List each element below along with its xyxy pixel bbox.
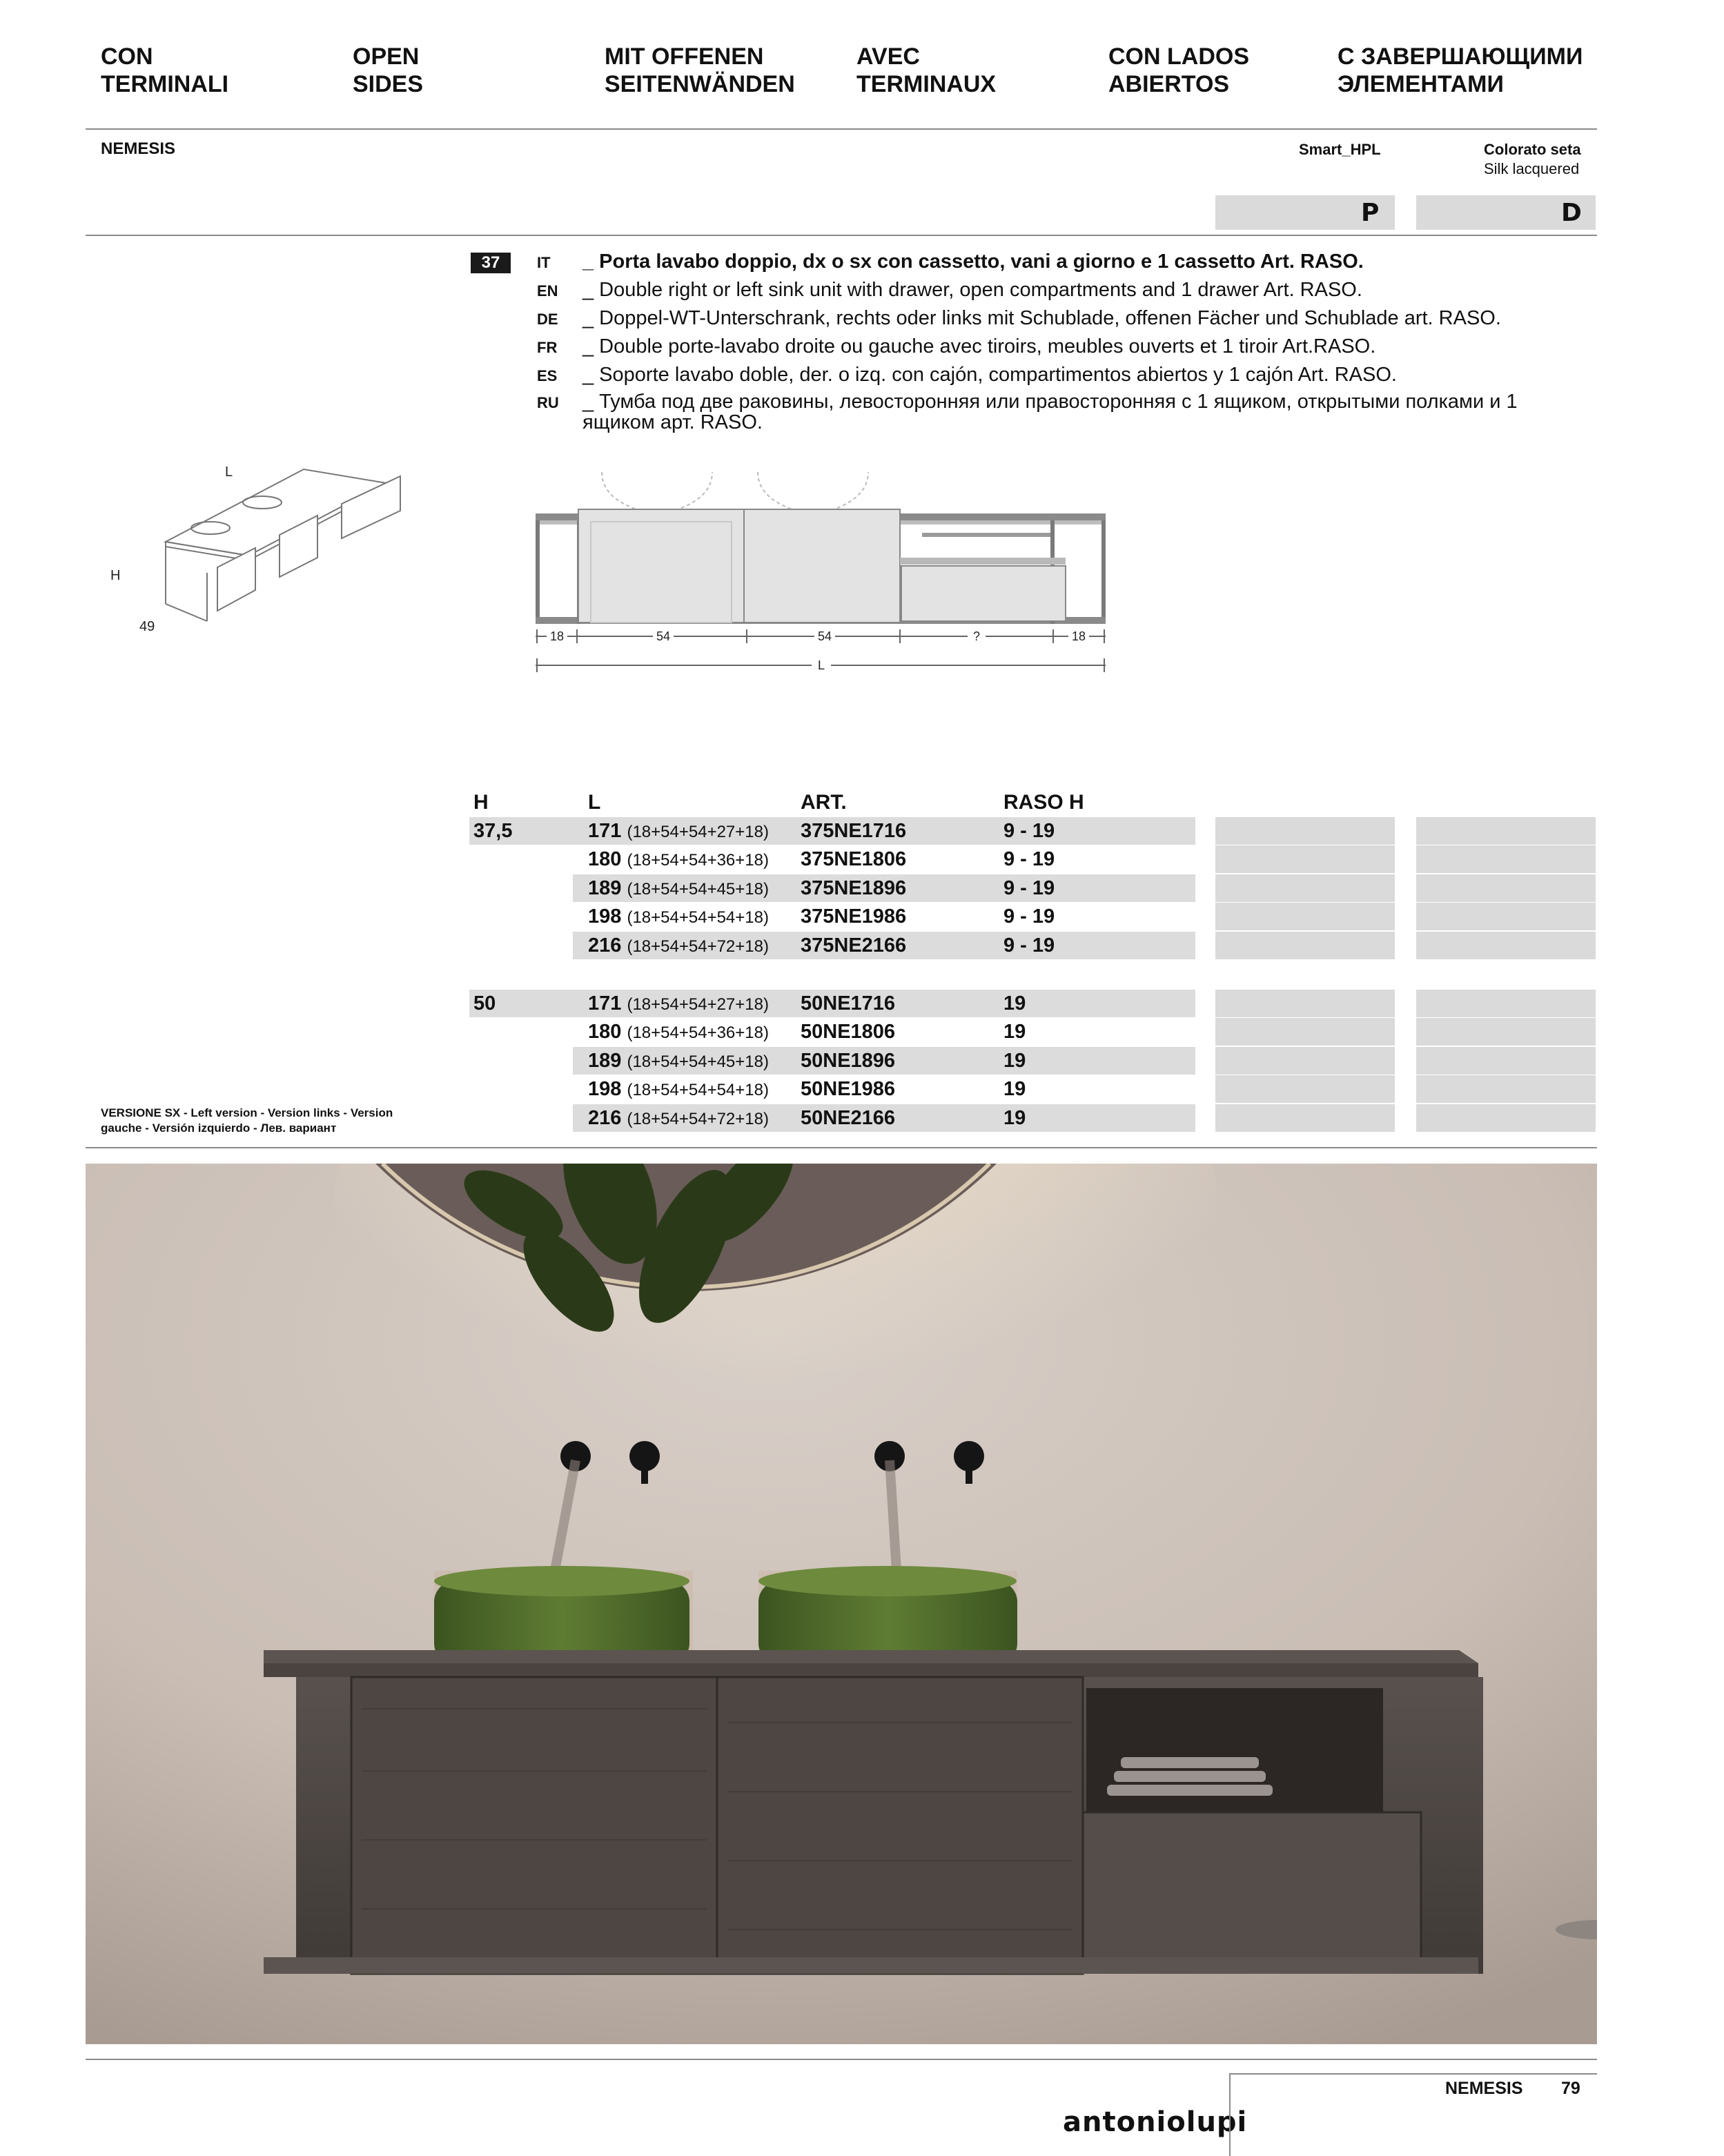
cell-raso: 19 — [1003, 1050, 1026, 1072]
finish-hpl: Smart_HPL — [1299, 141, 1381, 158]
desc-text-ru: _ Тумба под две раковины, левосторонняя или правосторонняя с 1 ящиком, открытыми полками и 1 ящиком арт. RASO. — [582, 391, 1518, 433]
cell-l: 216 (18+54+54+72+18) — [588, 934, 769, 957]
cell-l: 189 (18+54+54+45+18) — [588, 1050, 769, 1072]
cell-l: 198 (18+54+54+54+18) — [588, 1078, 769, 1100]
desc-text-fr: _ Double porte-lavabo droite ou gauche avec tiroirs, meubles ouverts et 1 tiroir Art.RASO. — [582, 335, 1376, 357]
desc-text-it: _ Porta lavabo doppio, dx o sx con cassetto, vani a giorno e 1 cassetto Art. RASO. — [582, 251, 1364, 273]
desc-text-de: _ Doppel-WT-Unterschrank, rechts oder links mit Schublade, offenen Fächer und Schublade art. RASO. — [582, 307, 1501, 329]
group-h-50: 50 — [473, 992, 496, 1015]
table-header-l: L — [588, 791, 601, 814]
cell-art: 50NE1986 — [801, 1078, 896, 1100]
cell-art: 50NE1716 — [801, 992, 896, 1015]
desc-ru — [537, 391, 1518, 433]
photo-illustration — [86, 1164, 1597, 2044]
desc-text-es: _ Soporte lavabo doble, der. o izq. con cajón, compartimentos abiertos y 1 cajón Art. RASO. — [582, 364, 1397, 386]
cell-raso: 9 - 19 — [1003, 820, 1055, 842]
iso-label-l: L — [225, 464, 233, 480]
item-number-badge: 37 — [471, 253, 511, 273]
dim-18-right: 18 — [1071, 629, 1086, 643]
rule-mid — [86, 235, 1597, 236]
desc-it — [537, 250, 1364, 275]
cell-l: 180 (18+54+54+36+18) — [588, 1021, 769, 1043]
dim-18-left: 18 — [549, 629, 565, 643]
price-letter-d: D — [1561, 199, 1582, 227]
table-header-art: ART. — [801, 791, 847, 814]
table-header-raso: RASO H — [1003, 791, 1084, 814]
cell-raso: 19 — [1003, 992, 1026, 1015]
cell-l: 198 (18+54+54+54+18) — [588, 905, 769, 928]
table-header-h: H — [473, 791, 489, 814]
header-col-2: OPEN SIDES — [353, 43, 424, 97]
cell-art: 375NE1986 — [801, 905, 907, 928]
cell-l: 216 (18+54+54+72+18) — [588, 1107, 769, 1129]
product-name: NEMESIS — [101, 139, 176, 158]
cell-l: 180 (18+54+54+36+18) — [588, 848, 769, 870]
desc-fr — [537, 335, 1376, 360]
lang-code-fr: FR — [537, 339, 558, 356]
dim-variable: ? — [972, 629, 981, 643]
cell-l: 189 (18+54+54+45+18) — [588, 877, 769, 899]
product-photo — [86, 1164, 1597, 2044]
cell-art: 375NE1806 — [801, 848, 907, 870]
cell-art: 375NE1896 — [801, 877, 907, 899]
footer-collection: NEMESIS — [1445, 2079, 1523, 2098]
header-col-5: CON LADOS ABIERTOS — [1108, 43, 1249, 97]
rule-footer — [86, 2059, 1597, 2060]
rule-top — [86, 128, 1597, 130]
dim-54-a: 54 — [656, 629, 671, 643]
finish-lacquer-title: Colorato seta — [1484, 141, 1581, 158]
desc-en — [537, 278, 1362, 303]
desc-de — [537, 306, 1501, 331]
cell-raso: 19 — [1003, 1078, 1026, 1100]
front-drawing — [536, 464, 1108, 685]
header-col-1: CON TERMINALI — [101, 43, 229, 97]
dim-total-l: L — [817, 658, 825, 672]
cell-raso: 9 - 19 — [1003, 877, 1055, 899]
rule-below-table — [86, 1147, 1597, 1148]
cell-art: 50NE1896 — [801, 1050, 896, 1072]
cell-raso: 9 - 19 — [1003, 905, 1055, 928]
header-col-6: С ЗАВЕРШАЮЩИМИ ЭЛЕМЕНТАМИ — [1338, 43, 1583, 97]
desc-text-en: _ Double right or left sink unit with drawer, open compartments and 1 drawer Art. RASO. — [582, 279, 1362, 301]
cell-art: 375NE1716 — [801, 820, 907, 842]
cell-art: 50NE1806 — [801, 1021, 896, 1043]
footer-box — [1229, 2073, 1597, 2156]
cell-raso: 19 — [1003, 1107, 1026, 1129]
price-letter-p: P — [1361, 199, 1380, 227]
cell-art: 375NE2166 — [801, 934, 907, 957]
cell-art: 50NE2166 — [801, 1107, 896, 1129]
cell-raso: 9 - 19 — [1003, 848, 1055, 870]
lang-code-de: DE — [537, 311, 558, 328]
finish-lacquer-sub: Silk lacquered — [1484, 160, 1580, 177]
dim-54-b: 54 — [817, 629, 832, 643]
desc-es — [537, 363, 1397, 388]
cell-raso: 9 - 19 — [1003, 934, 1055, 957]
lang-code-it: IT — [537, 254, 551, 271]
cell-raso: 19 — [1003, 1021, 1026, 1043]
version-note: VERSIONE SX - Left version - Version links - Version gauche - Versión izquierdo - Лев. вариант — [101, 1106, 393, 1135]
lang-code-ru: RU — [537, 394, 559, 411]
header-col-4: AVEC TERMINAUX — [856, 43, 997, 97]
iso-label-h: H — [110, 568, 121, 583]
isometric-drawing — [97, 455, 428, 649]
cell-l: 171 (18+54+54+27+18) — [588, 820, 769, 842]
group-h-375: 37,5 — [473, 820, 513, 842]
iso-label-depth: 49 — [139, 619, 155, 634]
lang-code-es: ES — [537, 367, 558, 384]
footer-brand: antoniolupi — [1063, 2106, 1248, 2138]
cell-l: 171 (18+54+54+27+18) — [588, 992, 769, 1015]
lang-code-en: EN — [537, 282, 558, 300]
footer-page-number: 79 — [1561, 2079, 1580, 2098]
header-col-3: MIT OFFENEN SEITENWÄNDEN — [605, 43, 795, 97]
